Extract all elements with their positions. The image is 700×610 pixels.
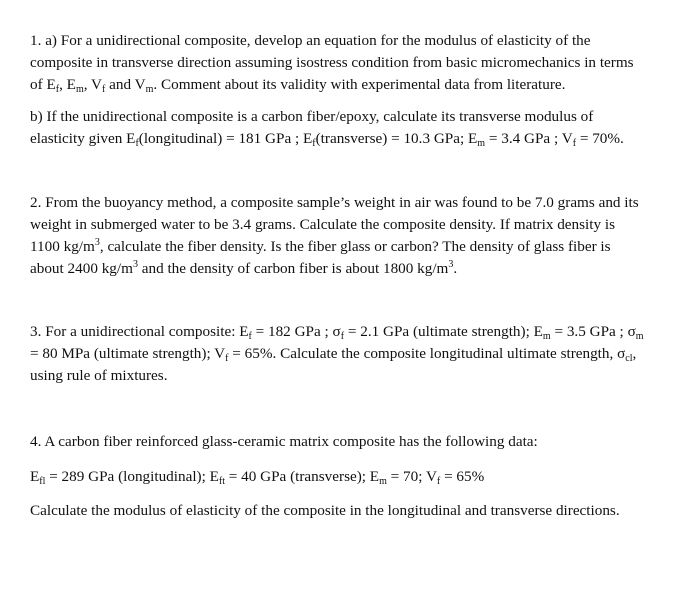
subscript: m <box>635 331 644 342</box>
question-4-data <box>30 466 675 488</box>
subscript: m <box>477 138 486 149</box>
question-1a-line-1: 1. a) For a unidirectional composite, develop an equation for the modulus of elasticity of the <box>30 32 591 49</box>
question-4-task-line: Calculate the modulus of elasticity of the composite in the longitudinal and transverse directions. <box>30 502 620 519</box>
question-4-stem-line: 4. A carbon fiber reinforced glass-ceramic matrix composite has the following data: <box>30 433 538 450</box>
question-2-line-4 <box>30 258 675 280</box>
question-3-line-2 <box>30 343 675 365</box>
question-1a-line-3 <box>30 74 675 96</box>
subscript: m <box>379 476 387 487</box>
subscript: f <box>248 331 252 342</box>
text-run: = 70; V <box>386 468 437 485</box>
text-run: about 2400 kg/m <box>30 260 133 277</box>
text-run: 1100 kg/m <box>30 238 95 255</box>
superscript: 3 <box>132 259 138 270</box>
question-1a-line-2: composite in transverse direction assuming isostress condition from basic micromechanics in terms <box>30 54 634 71</box>
text-run: = 182 GPa ; σ <box>251 323 341 340</box>
text-run: , <box>632 345 637 362</box>
question-3 <box>30 321 675 387</box>
subscript: m <box>542 331 551 342</box>
text-run: , V <box>83 76 103 93</box>
subscript: m <box>145 84 154 95</box>
text-run: = 80 MPa (ultimate strength); V <box>30 345 226 362</box>
text-run: 3. For a unidirectional composite: E <box>30 323 249 340</box>
superscript: 3 <box>448 259 454 270</box>
question-3-line-3: using rule of mixtures. <box>30 367 168 384</box>
subscript: ft <box>218 476 225 487</box>
text-run: , calculate the fiber density. Is the fiber glass or carbon? The density of glass fiber is <box>99 238 611 255</box>
superscript: 3 <box>94 237 100 248</box>
text-run: of E <box>30 76 56 93</box>
question-1b <box>30 106 675 150</box>
question-1b-line-1: b) If the unidirectional composite is a carbon fiber/epoxy, calculate its transverse modulus of <box>30 108 594 125</box>
text-run: and V <box>105 76 146 93</box>
text-run: = 65%. Calculate the composite longitudinal ultimate strength, σ <box>228 345 626 362</box>
text-run: = 40 GPa (transverse); E <box>225 468 380 485</box>
question-4-task <box>30 500 675 522</box>
text-run: = 3.5 GPa ; σ <box>550 323 636 340</box>
text-run: = 2.1 GPa (ultimate strength); E <box>344 323 543 340</box>
text-run: (longitudinal) = 181 GPa ; E <box>138 130 313 147</box>
question-1b-line-2 <box>30 128 675 150</box>
subscript: fl <box>39 476 46 487</box>
question-2-line-3 <box>30 236 675 258</box>
question-1a <box>30 30 675 96</box>
question-2 <box>30 192 675 280</box>
subscript: f <box>225 353 229 364</box>
subscript: f <box>340 331 345 342</box>
text-run: = 3.4 GPa ; V <box>485 130 573 147</box>
question-4-stem <box>30 431 675 453</box>
subscript: f <box>55 84 60 95</box>
text-run: = 70%. <box>576 130 624 147</box>
question-4-data-line <box>30 466 675 488</box>
subscript: f <box>102 84 106 95</box>
question-2-line-2: weight in submerged water to be 3.4 grams. Calculate the composite density. If matrix density is <box>30 216 616 233</box>
question-3-line-1 <box>30 321 675 343</box>
subscript: cl <box>625 353 633 364</box>
text-run: E <box>30 468 40 485</box>
text-run: and the density of carbon fiber is about 1800 kg/m <box>137 260 449 277</box>
subscript: f <box>436 476 441 487</box>
text-run: , E <box>59 76 76 93</box>
subscript: f <box>572 138 577 149</box>
text-run: (transverse) = 10.3 GPa; E <box>315 130 478 147</box>
text-run: = 289 GPa (longitudinal); E <box>45 468 219 485</box>
text-run: . <box>453 260 458 277</box>
subscript: m <box>75 84 84 95</box>
text-run: = 65% <box>440 468 485 485</box>
text-run: . Comment about its validity with experimental data from literature. <box>153 76 566 93</box>
question-2-line-1: 2. From the buoyancy method, a composite sample’s weight in air was found to be 7.0 grams and its <box>30 194 639 211</box>
text-run: elasticity given E <box>30 130 136 147</box>
subscript: f <box>312 138 316 149</box>
subscript: f <box>135 138 139 149</box>
